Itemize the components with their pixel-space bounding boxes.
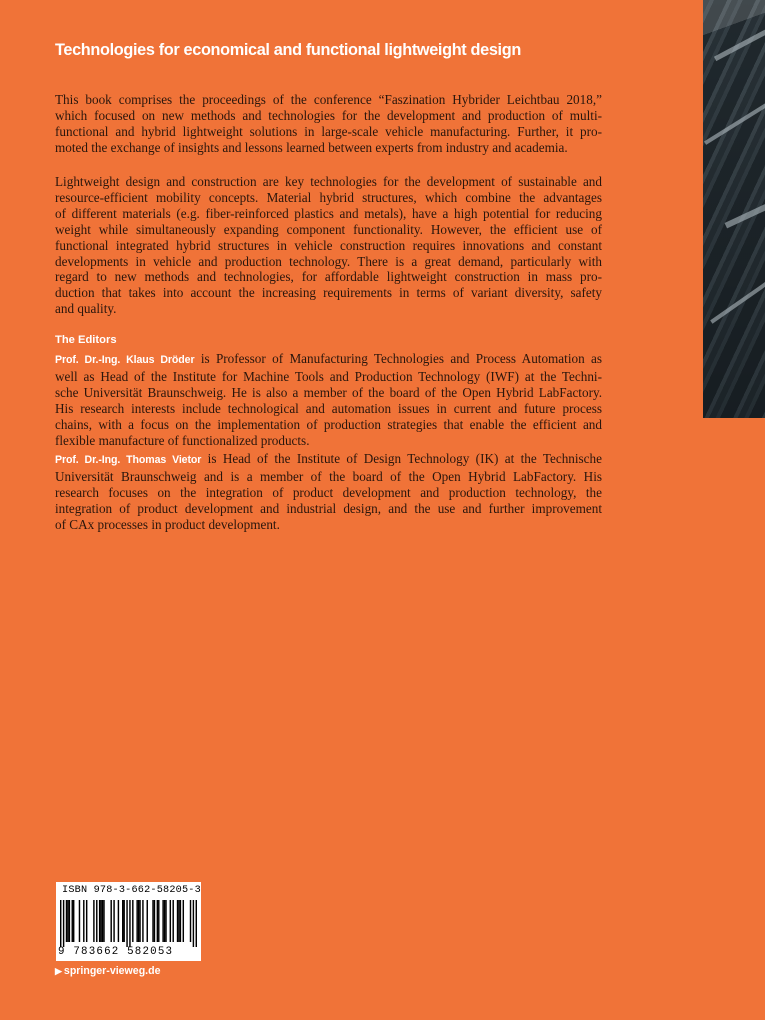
barcode-bar: [158, 900, 159, 942]
text-line: functional and hybrid lightweight solutions in large-scale vehicle manufacturing. Further, it pro-: [55, 123, 602, 139]
isbn-barcode: [56, 882, 201, 961]
text-line: flexible manufacture of functionalized products.: [55, 432, 310, 448]
barcode-bar: [164, 900, 165, 942]
text-line: [55, 351, 602, 369]
text-line: integration of product development and industrial design, and the use and further improvement: [55, 500, 602, 516]
barcode-bar: [142, 900, 143, 942]
text-line: [55, 451, 602, 469]
barcode-bar: [196, 900, 197, 947]
barcode-bar: [170, 900, 171, 942]
editors-section-title: The Editors: [55, 334, 117, 346]
text-line: well as Head of the Institute for Machine Tools and Production Technology (IWF) at the Techni-: [55, 368, 602, 384]
text-line: resource-efficient mobility concepts. Material hybrid structures, which combine the advantages: [55, 189, 602, 205]
barcode-digits: 9 783662 582053: [58, 946, 174, 958]
text-line: His research interests include technological and automation issues in current and future process: [55, 400, 602, 416]
text-line: developments in vehicle and production technology. There is a great demand, particularly with: [55, 253, 602, 269]
text-line: duction that takes into account the increasing requirements in terms of variant diversity, safety: [55, 285, 602, 301]
barcode-bar: [67, 900, 68, 942]
barcode-bar: [138, 900, 139, 942]
barcode-bar: [66, 900, 67, 942]
barcode-bar: [113, 900, 114, 942]
barcode-bar: [72, 900, 73, 942]
arrow-right-icon: ▶: [55, 966, 62, 976]
isbn-label: ISBN 978-3-662-58205-3: [62, 885, 201, 896]
description-paragraph-2: [55, 174, 602, 317]
barcode-bar: [177, 900, 178, 942]
barcode-bar: [154, 900, 155, 942]
text-line: which focused on new methods and technologies for the development and production of multi-: [55, 107, 602, 123]
text-line: Universität Braunschweig and is a member of the board of the Open Hybrid LabFactory. His: [55, 468, 602, 484]
barcode-bar: [99, 900, 100, 942]
barcode-bar: [96, 900, 97, 942]
barcode-bar: [110, 900, 111, 942]
cover-photo-strip: [703, 0, 765, 418]
barcode-bar: [63, 900, 64, 947]
barcode-bar: [157, 900, 158, 942]
editor-bio-vietor: [55, 451, 602, 533]
text-line: This book comprises the proceedings of the conference “Faszination Hybrider Leichtbau 2018,”: [55, 92, 602, 107]
barcode-bar: [165, 900, 166, 942]
text-line: moted the exchange of insights and lessons learned between experts from industry and academia.: [55, 139, 568, 155]
barcode-bar: [132, 900, 133, 942]
barcode-bar: [79, 900, 80, 942]
barcode-bar: [73, 900, 74, 942]
text-line: of CAx processes in product development.: [55, 516, 280, 532]
publisher-website-link[interactable]: [55, 965, 160, 977]
barcode-bar: [147, 900, 148, 942]
text-line: functional integrated hybrid structures in vehicle construction requires innovations and constant: [55, 237, 602, 253]
barcode-bar: [193, 900, 194, 947]
barcode-bar: [86, 900, 87, 942]
editor-name: Prof. Dr.-Ing. Klaus Dröder: [55, 354, 195, 366]
barcode-bar: [178, 900, 179, 942]
barcode-bar: [152, 900, 153, 942]
text-line: Lightweight design and construction are key technologies for the development of sustainable and: [55, 174, 602, 189]
barcode-bar: [93, 900, 94, 942]
barcode-bar: [123, 900, 124, 942]
barcode-bar: [60, 900, 61, 947]
text-line: regard to new methods and technologies, for affordable lightweight construction in mass pro-: [55, 269, 602, 285]
back-cover-heading: Technologies for economical and functional lightweight design: [55, 41, 521, 59]
text-line: research focuses on the integration of product development and production technology, the: [55, 484, 602, 500]
barcode-bar: [118, 900, 119, 942]
barcode-bar: [183, 900, 184, 942]
barcode-bar: [136, 900, 137, 942]
barcode-bar: [180, 900, 181, 942]
text-line: weight while simultaneously expanding component functionality. However, the efficient use of: [55, 221, 602, 237]
barcode-bars: [60, 900, 197, 947]
barcode-bar: [172, 900, 173, 942]
barcode-bar: [162, 900, 163, 942]
text-line: and quality.: [55, 301, 117, 317]
bio-text: is Professor of Manufacturing Technologies and Process Automation as: [194, 351, 602, 366]
barcode-bar: [102, 900, 103, 942]
text-line: of different materials (e.g. fiber-reinforced plastics and metals), have a high potential for reducing: [55, 205, 602, 221]
description-paragraph-1: [55, 92, 602, 156]
barcode-bar: [122, 900, 123, 942]
text-line: sche Universität Braunschweig. He is also a member of the board of the Open Hybrid LabFactory.: [55, 384, 602, 400]
barcode-bar: [103, 900, 104, 942]
barcode-bar: [129, 900, 130, 947]
bio-text: is Head of the Institute of Design Technology (IK) at the Technische: [201, 451, 602, 466]
editor-bio-droder: [55, 351, 602, 448]
barcode-bar: [126, 900, 127, 947]
editor-name: Prof. Dr.-Ing. Thomas Vietor: [55, 454, 202, 466]
barcode-bar: [190, 900, 191, 942]
barcode-bar: [139, 900, 140, 942]
website-url: springer-vieweg.de: [63, 965, 161, 977]
barcode-bar: [83, 900, 84, 942]
text-line: chains, with a focus on the implementation of production strategies that enable the efficient and: [55, 416, 602, 432]
barcode-bar: [69, 900, 70, 942]
barcode-bar: [100, 900, 101, 942]
